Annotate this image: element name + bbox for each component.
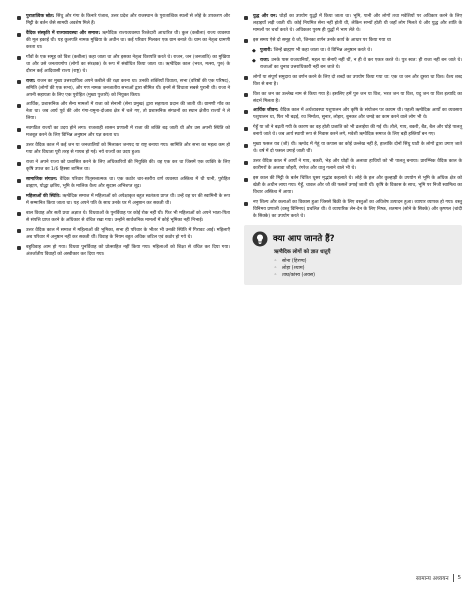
metal-item: ◦ लोहा (श्याम) (274, 265, 454, 272)
item-text: विश का जन का उल्लेख नाम से किया गया है। इसलिए हमें पुरु जन या विश, भरत जन या विश, यदु जन या विश इत्यादि का संदर्भ मिलता है। (253, 91, 462, 104)
bullet-icon (17, 246, 21, 250)
diamond-icon: ◆ (252, 57, 256, 64)
item-text: मुख्य फसल यव (जौ) थी। ऋग्वेद में गेहूं या कपास का कोई उल्लेख नहीं है, हालांकि दोनों सिंधु घाटी के लोगों द्वारा उगाए जाते थे। वर्ष में दो फसल उगाई जाती थीं। (253, 142, 462, 155)
footer-label: सामान्य अध्ययन (415, 576, 449, 582)
bullet-icon (17, 179, 21, 183)
page-footer (416, 574, 461, 582)
list-item (17, 228, 230, 242)
item-text: राजन का मुख्य उत्तरदायित्व अपने कबीले की रक्षा करना था। उनकी शक्तियाँ विधाता, सभा (वरिष्ठों की एक परिषद), समिति (लोगों की एक सभा), और गण नामक जनजातीय सभाओं द्वारा सीमित थी। इनमें से विधाता सबसे पुरानी थी। राजा ने अपनी सहायता के लिए एक पुरोहित (मुख्य पुजारी) को नियुक्त किया। (26, 78, 230, 98)
item-text: गाँवों के एक समूह को विश (कबीला) कहा जाता था और इसका नेतृत्व विशपति करते थे। राजन, जन (जनजाति) का मुखिया था और उसे जनतायगोप (लोगों का संरक्षक) के रूप में संबोधित किया जाता था। ऋग्वैदिक काल (भरत, मत्स्य, पुरु) के दौरान कई आदिवासी राज्य (राष्ट्र) थे। (26, 54, 230, 74)
list-item (244, 38, 462, 45)
right-column (244, 14, 462, 285)
item-keyword: राजा: (26, 78, 36, 84)
list-item (244, 176, 462, 197)
item-text: वैदिक काल में अर्थव्यवस्था पशुपालन और कृषि के संयोजन पर कायम थी। पहली ऋग्वैदिक आर्यों का व्यवसाय पशुपालन था, फिर भी बढ़ई, रथ निर्माता, सुनार, लोहार, बुनकर और चमड़े का काम करने वाले लोग भी थे। (253, 108, 462, 121)
bullet-icon (244, 16, 248, 20)
sub-item (244, 48, 462, 55)
bullet-icon (17, 212, 21, 216)
list-item (244, 125, 462, 139)
item-text: उत्तर वैदिक काल में आर्यों ने गाय, बकरी, भेड़ और घोड़ों के अलावा हाथियों को भी पालतू बनाया। प्रारम्भिक वैदिक काल के कारीगरों के अलावा जौहरी, रंगरेज और धातु गलाने वाले भी थे। (253, 159, 462, 172)
page-number: 5 (457, 575, 461, 581)
item-keyword: पुरातात्विक स्रोत: (26, 14, 55, 19)
left-column (17, 14, 230, 262)
info-box-header (252, 231, 454, 247)
bullet-icon (244, 144, 248, 148)
bullet-icon (244, 76, 248, 80)
list-item (244, 142, 462, 156)
bullet-icon (17, 128, 21, 132)
bullet-icon (17, 229, 21, 233)
bullet-icon (244, 178, 248, 182)
item-text: घोड़ों का उपयोग युद्धों में किया जाता था। भूमि, पानी और लोगों तथा मवेशियों पर अधिकार करने के लिए लड़ाइयाँ लड़ी जाती थीं। कोई नियमित सेना नहीं होती थी, लेकिन सभ्यों होती थी जहाँ लोग मिलते थे और युद्ध और शांति के मामलों पर चर्चा करते थे। अधिकतर पुरुष ही युद्धों में भाग लेते थे। (253, 14, 462, 33)
sub-keyword: पुजारी: (260, 47, 273, 53)
item-keyword: सामाजिक संगठन: (26, 177, 58, 183)
item-keyword: महिलाओं की स्थिति: (26, 193, 61, 199)
bullet-icon (17, 80, 21, 84)
bullet-icon (17, 16, 21, 20)
item-text: सिंधु और गंगा के किनारे पंजाब, उत्तर प्रदेश और राजस्थान के पुरातात्विक स्थलों से लोहे के उपकरण और मिट्टी के बर्तन जैसे सामग्री अवशेष मिले हैं। (26, 14, 230, 26)
diamond-icon: ◆ (252, 47, 256, 54)
item-text: नवगठित राज्यों का उदय होने लगा। राजशाही शासन प्रणाली में राजा की शक्ति बढ़ जाती थी और उस अपनी स्थिति को मजबूत करने के लिए विभिन्न अनुष्ठान और यज्ञ करता था। (26, 126, 230, 139)
list-item (244, 75, 462, 89)
metals-list (274, 258, 454, 280)
list-item (17, 55, 230, 76)
bullet-icon (244, 127, 248, 131)
bullet-icon (244, 110, 248, 114)
bullet-icon (244, 202, 248, 206)
item-keyword: आर्थिक जीवन: (253, 108, 279, 114)
item-text: बहुविवाह आम हो गया। विधवा पुनर्विवाह को प्रोत्साहित नहीं किया गया। महिलाओं को शिक्षा से वंचित कर दिया गया। अंतर्जातीय विवाहों को अस्वीकार कर दिया गया। (26, 244, 230, 257)
bullet-icon (17, 33, 21, 37)
list-item (17, 211, 230, 225)
list-item (244, 200, 462, 221)
metal-item: ◦ ताम्र/कांस्य (अयस) (274, 272, 454, 279)
list-item (17, 79, 230, 100)
item-text: नए शिल्प और कलाओं का विकास हुआ जिससे बिक्री के लिए वस्तुओं का अधिशेष उत्पादन हुआ। व्यापार व्यापक हो गया। वस्तु विनिमय प्रणाली (वस्तु विनिमय) प्रचलित थी। वे व्यापारिक लेन-देन के लिए निष्क, शतमान (सोने के सिक्के) और कृष्णल (चांदी के सिक्के) का उपयोग करते थे। (253, 199, 462, 219)
item-text: वैदिक परिवार पितृसत्तात्मक था। एक कठोर चार-स्तरीय वर्ण व्यवस्था अस्तित्व में थी यानी, पुरोहित ब्राह्मण, योद्धा क्षत्रिय, भूमि के मालिक वैश्य और सुदास अभिशप्त शूद्र। (26, 177, 230, 190)
footer-divider (453, 574, 454, 582)
item-text: इस काल की मिट्टी के बर्तन चित्रित धूसर मृद्भांड कहलाते थे। लोहे के हल और कुल्हाड़ी के उपयोग से भूमि के अधिक क्षेत्र को खेती के अधीन लाया गया। गेहूँ, चावल और जौ की फसलें उगाई जाती थीं। कृषि के विकास के साथ, भूमि पर निजी स्वामित्व का विचार अस्तित्व में आया। (253, 176, 462, 196)
item-text: इस समय ऐसे दो समूह थे जो, जिनका वर्णन उनके कार्य के आधार पर किया गया था (253, 37, 391, 43)
item-text: राजा ने अपने राज्य को प्रशासित करने के लिए अधिकारियों की नियुक्ति की। वह एक कर था जिसमें एक व्यक्ति के लिए कृषि उपज का 1/6 हिस्सा शामिल था। (26, 160, 230, 173)
list-item (17, 14, 230, 28)
metal-item: ◦ सोना (हिरण्य) (274, 258, 454, 265)
item-keyword: वैदिक संस्कृति में राज्यव्यवस्था और समाज: (26, 30, 101, 36)
info-box-title: क्या आप जानते हैं? (273, 233, 335, 244)
list-item (17, 102, 230, 123)
item-text: ऋग्वैदिक समाज में महिलाओं को अपेक्षाकृत बहुत स्वतंत्रता प्राप्त थी। उन्हें वह घर की स्वामिनी के रूप में सम्मानित किया जाता था। यह अपने पति के साथ उनके घर में अनुष्ठान कर सकती थी। (26, 193, 230, 206)
item-text: लोगों या संपूर्ण समुदाय का वर्णन करने के लिए दो शब्दों का उपयोग किया गया था: एक था जन और दूसरा था विश। वैश्य शब्द विश से बना है। (253, 74, 462, 87)
list-item (17, 177, 230, 191)
item-text: आर्थिक, प्रशासनिक और सैन्य मामलों में राजा को सेनानी (सेना प्रमुख) द्वारा सहायता प्रदान की जाती थी। ग्रामणी गाँव का नेता था। जब आर्य पूर्व की ओर गंगा-यमुना-दोआब क्षेत्र में चले गए, तो प्रशासनिक संगठनों का स्थान क्षेत्रीय राज्यों ने ले लिया। (26, 102, 230, 122)
list-item (244, 14, 462, 35)
list-item (17, 160, 230, 174)
item-keyword: युद्ध और वन: (253, 14, 278, 19)
bullet-icon (244, 39, 248, 43)
bullet-icon (17, 104, 21, 108)
bullet-icon (17, 56, 21, 60)
bullet-icon (17, 196, 21, 200)
list-item (244, 159, 462, 173)
list-item (17, 194, 230, 208)
item-text: उत्तर वैदिक काल में कई जन या जनजातियों को मिलाकर जनपद या राष्ट्र बनाया गया। सामिति और सभा का महत्व कम हो गया और विधाता पूरी तरह से गायब हो गई। नये राज्यों का उदय हुआ। (26, 143, 230, 156)
item-text: ऋग्वैदिक राज्यव्यवस्था रिश्तेदारी आधारित थी। कुल (कबीला) राज्य व्यवस्था की मूल इकाई थी। यह कुलपति नामक मुखिया के अधीन था। कई परिवार मिलकर एक ग्राम बनाते थे। ग्राम का नेतृत्व ग्रामणी करता था। (26, 30, 230, 50)
list-item (17, 245, 230, 259)
list-item (244, 92, 462, 106)
item-text: गेहूँ या जौ ने बढ़ती गयी के कारण का वह होती प्रजाति को भी ढलाईया की गई थी। तौले, गाय, बकरी, बैंड, बैल और घोड़े पालतू बनाये जाते थे। जब आर्य स्थायी रूप से निवास करने लगे, मवेशी ऋग्वैदिक समाज के लिए बड़ी हस्तियाँ बन गए। (253, 125, 462, 138)
bullet-icon (244, 161, 248, 165)
item-text: बाल विवाह और सती प्रथा अज्ञात थे। विधवाओं के पुनर्विवाह पर कोई रोक नहीं थी। फिर भी महिलाओं को अपने भाता-पिता से संपत्ति प्राप्त करने के अधिकार से वंचित रखा गया। उन्होंने सार्वजनिक मामलों में कोई भूमिका नहीं निभाई। (26, 210, 230, 223)
info-box-subtitle: ऋग्वैदिक लोगों को ज्ञात धातुएँ (274, 248, 331, 255)
sub-keyword: राजा: (260, 57, 270, 63)
did-you-know-box (244, 225, 462, 286)
sub-text: जिन्हें ब्राह्मण भी कहा जाता था। वे विभिन्न अनुष्ठान करते थे। (272, 47, 372, 53)
list-item (17, 143, 230, 157)
item-text: उत्तर वैदिक काल में समाज में महिलाओं की भूमिका, सभा ही परिवार के भीतर भी उनकी स्थिति में गिरावट आई। महिलाएँ अब परिवार में अनुष्ठान नहीं कर सकती थीं। विवाह के नियम बहुत अधिक जटिल एवं कठोर हो गये थे। (26, 227, 230, 240)
lightbulb-icon (252, 231, 268, 247)
bullet-icon (17, 145, 21, 149)
bullet-icon (244, 93, 248, 97)
list-item (17, 31, 230, 52)
list-item (244, 108, 462, 122)
list-item (17, 126, 230, 140)
sub-text: उनके पास राजधानियाँ, महल या सेनाएँ नहीं थीं, न ही वे कर एकत्र करते थे। पुत्र स्वत: ही राजा नहीं बन जाते थे। राजाओं का चुनाव उत्तराधिकारी नहीं बन जाते थे। (260, 57, 462, 70)
sub-item (244, 58, 462, 72)
bullet-icon (17, 162, 21, 166)
